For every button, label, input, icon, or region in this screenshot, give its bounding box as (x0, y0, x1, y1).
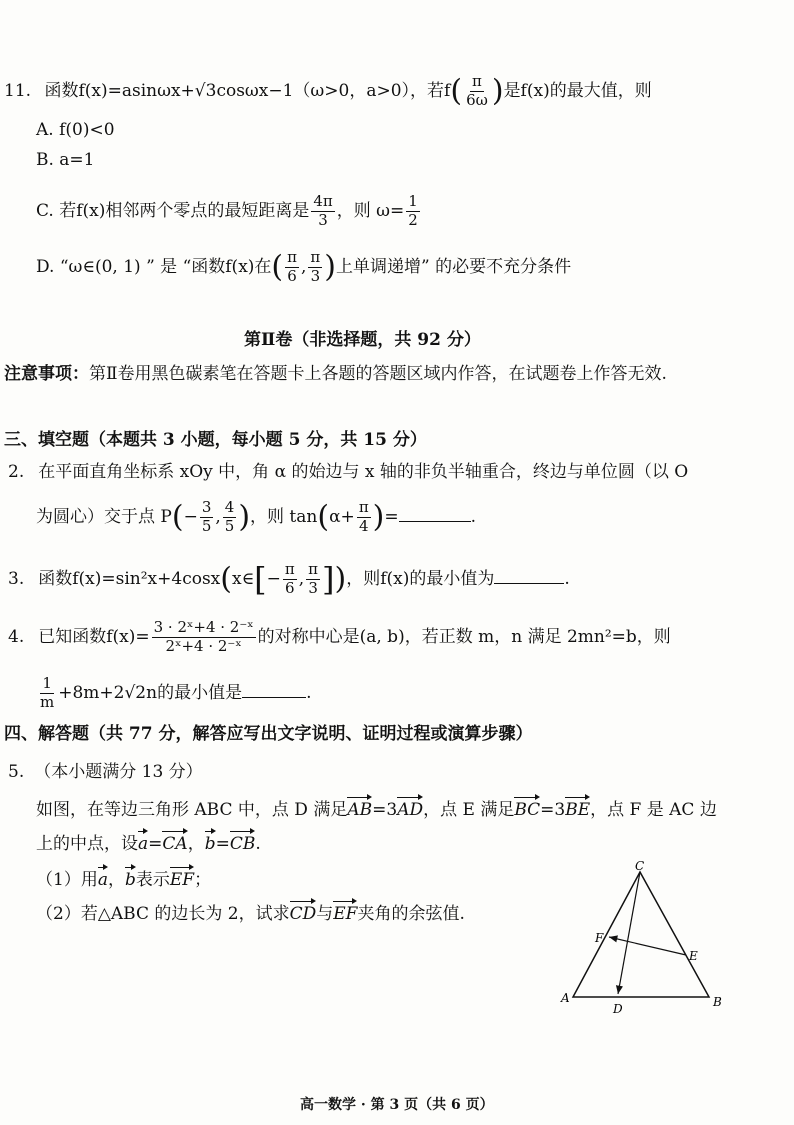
q11-sqrt3: √3 (194, 80, 217, 101)
part2-notice (4, 366, 667, 383)
q13: 3. 函数f(x)=sin²x+4cosx(x∈[− $\frac{\pi}{6}$ , $\frac{\pi}{3}$ ])，则f(x)的最小值为 . (8, 560, 570, 599)
q15-body2: 上的中点，设a=CA，b=CB. (36, 834, 261, 854)
part2-title: 第Ⅱ卷（非选择题，共 92 分） (244, 330, 481, 350)
q12-line1: 2. 在平面直角坐标系 xOy 中，角 α 的始边与 x 轴的非负半轴重合，终边与单位圆（以 O (8, 462, 689, 482)
triangle-abc (573, 872, 709, 997)
q14-line1: 4. 已知函数f(x)= $\frac{\text{3 · 2ˣ+4 · 2⁻ˣ}}{\text{2ˣ+4 · 2⁻ˣ}}$ 的对称中心是(a, b)，若正数 m，n 满足 2mn²=b，则 (8, 618, 671, 655)
q11-stem-c: 是f(x)的最大值，则 (503, 80, 652, 101)
notice-text: 第Ⅱ卷用黑色碳素笔在答题卡上各题的答题区域内作答，在试题卷上作答无效. (89, 364, 667, 384)
q15-header: 5. （本小题满分 13 分） (8, 762, 203, 782)
triangle-figure (555, 860, 735, 1020)
vector-ef (609, 937, 686, 955)
q11-number: 11. (4, 80, 32, 101)
q14-answer-blank (242, 697, 306, 698)
section4-title: 四、解答题（共 77 分，解答应写出文字说明、证明过程或演算步骤） (4, 724, 533, 744)
label-c: C (635, 860, 645, 873)
q15-body1: 如图，在等边三角形 ABC 中，点 D 满足AB=3AD，点 E 满足BC=3BE，点 F 是 AC 边 (36, 800, 717, 820)
q11-option-d: D. “ω∈(0, 1) ” 是 “函数f(x)在( $\frac{\pi}{6}$ , $\frac{\pi}{3}$ )上单调递增” 的必要不充分条件 (36, 248, 572, 285)
vector-cd (618, 872, 640, 994)
section3-title: 三、填空题（本题共 3 小题，每小题 5 分，共 15 分） (4, 430, 427, 450)
q11-stem-a: 函数f(x)=asinωx+ (44, 80, 195, 101)
label-f: F (595, 931, 604, 945)
q13-answer-blank (494, 583, 564, 584)
q12-line2: 为圆心）交于点 P(− $\frac{3}{5}$ , $\frac{4}{5}$ )，则 tan(α+ $\frac{\pi}{4}$ )= . (36, 498, 477, 535)
q11-stem-b: cosωx−1（ω>0，a>0），若f (216, 80, 451, 101)
q15-part1: （1）用a，b表示EF； (36, 870, 212, 890)
q15-part2: （2）若△ABC 的边长为 2，试求CD与EF夹角的余弦值. (36, 904, 465, 924)
q14-line2: $\frac{1}{m}$ +8m+2√2n的最小值是 . (40, 674, 312, 711)
label-a: A (561, 991, 570, 1005)
q11-stem: 11. 函数f(x)=asinωx+√3cosωx−1（ω>0，a>0），若f( $\frac{\pi}{6\omega}$ )是f(x)的最大值，则 (4, 72, 652, 109)
q11-option-b: B. a=1 (36, 150, 95, 170)
q11-fraction: $\frac{\pi}{6\omega}$ (466, 72, 488, 109)
page-footer: 高一数学 · 第 3 页（共 6 页） (300, 1097, 494, 1113)
label-e: E (689, 949, 698, 963)
q12-answer-blank (399, 521, 471, 522)
q11-option-a: A. f(0)<0 (36, 120, 115, 140)
label-d: D (613, 1002, 623, 1016)
label-b: B (713, 995, 722, 1009)
q11-option-c: C. 若f(x)相邻两个零点的最短距离是 $\frac{4\pi}{3}$ ，则 ω= $\frac{1}{2}$ (36, 192, 418, 229)
notice-label: 注意事项： (4, 364, 89, 384)
